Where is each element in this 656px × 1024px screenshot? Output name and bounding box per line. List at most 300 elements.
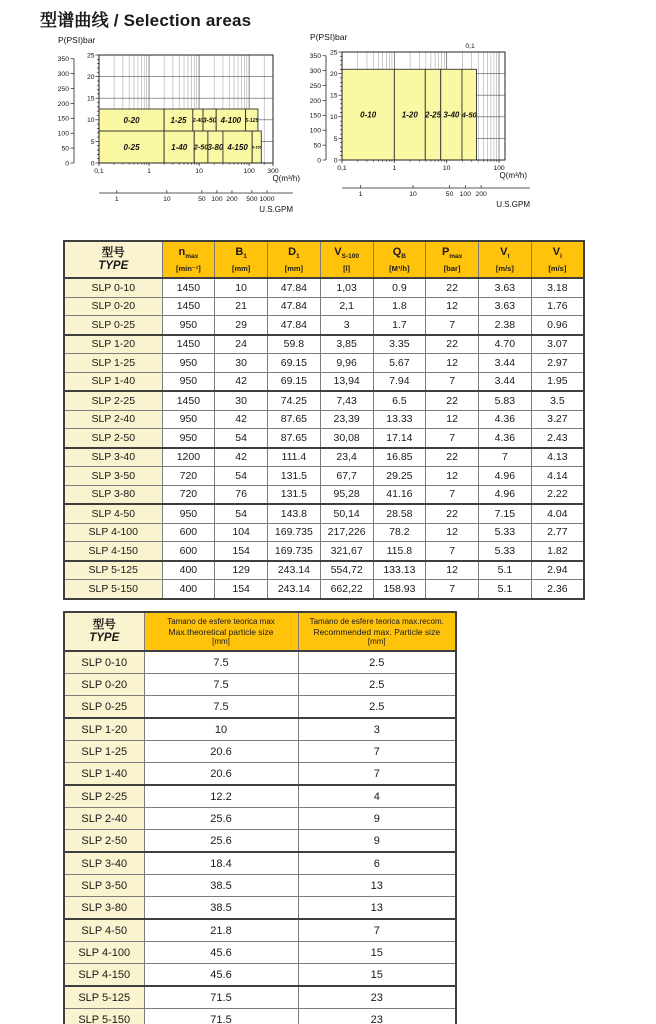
- cell: 243.14: [268, 561, 321, 580]
- cell: 1450: [162, 297, 215, 316]
- table-row: [64, 674, 456, 696]
- cell: 554,72: [320, 561, 373, 580]
- row-label: SLP 4-150: [64, 964, 144, 987]
- cell: 20.6: [144, 763, 298, 786]
- column-header: $V_{S-100}$ [l]: [320, 241, 373, 278]
- cell: 54: [215, 467, 268, 486]
- cell: 400: [162, 561, 215, 580]
- row-label: SLP 2-25: [64, 785, 144, 808]
- cell: 7.5: [144, 696, 298, 719]
- table-row: [64, 785, 456, 808]
- cell: 1200: [162, 448, 215, 467]
- cell: 217,226: [320, 523, 373, 542]
- table-row: [64, 485, 584, 504]
- table-row: [64, 852, 456, 875]
- cell: 111.4: [268, 448, 321, 467]
- annotation: 0,1: [465, 43, 475, 50]
- cell: 18.4: [144, 852, 298, 875]
- cell: 600: [162, 523, 215, 542]
- cell: 2.43: [531, 429, 584, 448]
- cell: 9: [298, 830, 456, 853]
- cell: 2.5: [298, 674, 456, 696]
- x-tick-label: 10: [442, 165, 451, 172]
- cell: 12: [426, 467, 479, 486]
- cell: 25.6: [144, 808, 298, 830]
- column-header: $V_t$ [m/s]: [479, 241, 532, 278]
- cell: 7: [298, 763, 456, 786]
- cell: 7.5: [144, 674, 298, 696]
- cell: 321,67: [320, 542, 373, 561]
- table-row: [64, 718, 456, 741]
- table-row: [64, 429, 584, 448]
- cell: 0.96: [531, 316, 584, 335]
- band-label: 2-25: [425, 110, 442, 120]
- band-label: 0-10: [360, 110, 377, 120]
- table-row: [64, 335, 584, 354]
- cell: 7: [426, 485, 479, 504]
- band-label: 4-100: [220, 115, 242, 125]
- cell: 25.6: [144, 830, 298, 853]
- table-row: [64, 763, 456, 786]
- column-header: $Q_B$ [M³/h]: [373, 241, 426, 278]
- gpm-axis-label: U.S.GPM: [259, 205, 293, 214]
- psi-tick-label: 0: [65, 160, 69, 168]
- cell: 1450: [162, 335, 215, 354]
- particle-size-table: [63, 611, 457, 1024]
- psi-tick-label: 350: [309, 53, 321, 61]
- cell: 74.25: [268, 391, 321, 410]
- table-row: [64, 410, 584, 429]
- bar-tick-label: 25: [329, 49, 338, 57]
- gpm-tick-label: 500: [246, 196, 258, 203]
- cell: 67,7: [320, 467, 373, 486]
- band-label: 0-20: [123, 115, 140, 125]
- gpm-tick-label: 100: [211, 196, 223, 203]
- cell: 10: [144, 718, 298, 741]
- cell: 17.14: [373, 429, 426, 448]
- cell: 3.07: [531, 335, 584, 354]
- row-label: SLP 0-20: [64, 297, 162, 316]
- x-tick-label: 10: [195, 168, 203, 175]
- bar-tick-label: 25: [86, 52, 95, 60]
- band-label: 5-150: [251, 145, 262, 150]
- table-row: [64, 1009, 456, 1024]
- band-label: 4-150: [227, 142, 248, 152]
- table-row: [64, 875, 456, 897]
- gpm-tick-label: 1: [358, 191, 363, 198]
- cell: 4.36: [479, 429, 532, 448]
- cell: 129: [215, 561, 268, 580]
- row-label: SLP 3-50: [64, 875, 144, 897]
- cell: 600: [162, 542, 215, 561]
- cell: 950: [162, 372, 215, 391]
- column-header: $D_1$ [mm]: [268, 241, 321, 278]
- cell: 7.94: [373, 372, 426, 391]
- row-label: SLP 0-20: [64, 674, 144, 696]
- cell: 1.82: [531, 542, 584, 561]
- column-header: Tamano de esfere teorica max.recom. Recommended max. Particle size [mm]: [298, 612, 456, 651]
- row-label: SLP 4-50: [64, 919, 144, 942]
- cell: 243.14: [268, 580, 321, 599]
- cell: 950: [162, 504, 215, 523]
- x-axis-label: Q(m³/h): [499, 171, 527, 180]
- gpm-tick-label: 1000: [259, 196, 275, 203]
- cell: 7: [298, 919, 456, 942]
- header-row: [64, 612, 456, 651]
- row-label: SLP 1-25: [64, 741, 144, 763]
- cell: 7: [426, 372, 479, 391]
- cell: 3.35: [373, 335, 426, 354]
- cell: 154: [215, 580, 268, 599]
- cell: 1450: [162, 391, 215, 410]
- cell: 4.36: [479, 410, 532, 429]
- gpm-tick-label: 100: [459, 191, 472, 198]
- band-label: 3-50: [202, 117, 217, 125]
- table-row: [64, 741, 456, 763]
- gpm-tick-label: 200: [226, 196, 238, 203]
- selection-chart-left: [48, 28, 308, 220]
- cell: 87.65: [268, 429, 321, 448]
- cell: 3.27: [531, 410, 584, 429]
- cell: 22: [426, 278, 479, 297]
- table-row: [64, 580, 584, 599]
- cell: 59.8: [268, 335, 321, 354]
- cell: 131.5: [268, 485, 321, 504]
- row-label: SLP 2-50: [64, 429, 162, 448]
- cell: 662,22: [320, 580, 373, 599]
- cell: 133.13: [373, 561, 426, 580]
- cell: 0.9: [373, 278, 426, 297]
- cell: 720: [162, 485, 215, 504]
- cell: 1.7: [373, 316, 426, 335]
- psi-tick-label: 50: [61, 145, 69, 153]
- cell: 30: [215, 391, 268, 410]
- cell: 15: [298, 942, 456, 964]
- band-label: 0-25: [123, 142, 140, 152]
- psi-tick-label: 250: [309, 82, 321, 90]
- cell: 4.14: [531, 467, 584, 486]
- cell: 950: [162, 316, 215, 335]
- cell: 400: [162, 580, 215, 599]
- cell: 9,96: [320, 354, 373, 373]
- x-tick-label: 300: [267, 168, 279, 175]
- cell: 29: [215, 316, 268, 335]
- table-row: [64, 354, 584, 373]
- cell: 78.2: [373, 523, 426, 542]
- psi-tick-label: 100: [57, 130, 69, 138]
- cell: 12.2: [144, 785, 298, 808]
- cell: 3.63: [479, 278, 532, 297]
- cell: 5.1: [479, 580, 532, 599]
- psi-tick-label: 350: [57, 56, 69, 64]
- cell: 1,03: [320, 278, 373, 297]
- band-label: 1-40: [171, 142, 188, 152]
- y-axis-label: P(PSI)bar: [58, 35, 96, 45]
- cell: 47.84: [268, 316, 321, 335]
- bar-tick-label: 0: [90, 160, 95, 168]
- band-label: 1-20: [401, 110, 418, 120]
- cell: 7,43: [320, 391, 373, 410]
- cell: 154: [215, 542, 268, 561]
- x-tick-label: 100: [493, 165, 505, 172]
- row-label: SLP 5-125: [64, 561, 162, 580]
- cell: 15: [298, 964, 456, 987]
- cell: 4.13: [531, 448, 584, 467]
- cell: 50,14: [320, 504, 373, 523]
- cell: 38.5: [144, 875, 298, 897]
- bar-tick-label: 0: [333, 157, 338, 165]
- cell: 2.36: [531, 580, 584, 599]
- cell: 5.33: [479, 523, 532, 542]
- table-row: [64, 372, 584, 391]
- cell: 131.5: [268, 467, 321, 486]
- table-row: [64, 651, 456, 674]
- row-label: SLP 3-80: [64, 485, 162, 504]
- cell: 7: [426, 316, 479, 335]
- gpm-axis-label: U.S.GPM: [496, 200, 530, 209]
- cell: 115.8: [373, 542, 426, 561]
- row-label: SLP 4-50: [64, 504, 162, 523]
- table-row: [64, 696, 456, 719]
- cell: 95,28: [320, 485, 373, 504]
- cell: 2.94: [531, 561, 584, 580]
- cell: 1450: [162, 278, 215, 297]
- row-label: SLP 2-25: [64, 391, 162, 410]
- cell: 12: [426, 523, 479, 542]
- cell: 12: [426, 297, 479, 316]
- cell: 87.65: [268, 410, 321, 429]
- cell: 29.25: [373, 467, 426, 486]
- cell: 2,1: [320, 297, 373, 316]
- band-label: 5-125: [245, 117, 259, 124]
- table-row: [64, 542, 584, 561]
- type-column-header: 型号 TYPE: [64, 612, 144, 651]
- cell: 4.70: [479, 335, 532, 354]
- table-row: [64, 316, 584, 335]
- cell: 3.63: [479, 297, 532, 316]
- cell: 3.44: [479, 354, 532, 373]
- bar-tick-label: 10: [329, 114, 338, 122]
- row-label: SLP 4-150: [64, 542, 162, 561]
- cell: 12: [426, 561, 479, 580]
- table-row: [64, 467, 584, 486]
- cell: 6.5: [373, 391, 426, 410]
- bar-tick-label: 5: [333, 135, 338, 143]
- cell: 720: [162, 467, 215, 486]
- psi-tick-label: 300: [309, 68, 321, 76]
- cell: 23: [298, 986, 456, 1009]
- cell: 23,39: [320, 410, 373, 429]
- cell: 3.18: [531, 278, 584, 297]
- row-label: SLP 0-10: [64, 278, 162, 297]
- row-label: SLP 0-10: [64, 651, 144, 674]
- cell: 5.67: [373, 354, 426, 373]
- cell: 950: [162, 429, 215, 448]
- cell: 41.16: [373, 485, 426, 504]
- row-label: SLP 1-25: [64, 354, 162, 373]
- cell: 12: [426, 354, 479, 373]
- cell: 9: [298, 808, 456, 830]
- psi-tick-label: 200: [57, 100, 69, 108]
- column-header: Tamano de esfere teorica max Max.theoretical particle size [mm]: [144, 612, 298, 651]
- psi-tick-label: 0: [317, 157, 321, 165]
- cell: 30,08: [320, 429, 373, 448]
- bar-tick-label: 5: [90, 138, 95, 146]
- table-row: [64, 964, 456, 987]
- row-label: SLP 0-25: [64, 316, 162, 335]
- cell: 6: [298, 852, 456, 875]
- cell: 7: [479, 448, 532, 467]
- cell: 69.15: [268, 354, 321, 373]
- cell: 5.33: [479, 542, 532, 561]
- psi-tick-label: 150: [57, 115, 69, 123]
- cell: 169.735: [268, 542, 321, 561]
- selection-chart-right: [305, 28, 553, 220]
- cell: 1.95: [531, 372, 584, 391]
- row-label: SLP 3-80: [64, 897, 144, 920]
- cell: 21.8: [144, 919, 298, 942]
- x-tick-label: 1: [147, 168, 151, 175]
- row-label: SLP 5-150: [64, 1009, 144, 1024]
- row-label: SLP 5-125: [64, 986, 144, 1009]
- row-label: SLP 0-25: [64, 696, 144, 719]
- column-header: $P_{max}$ [bar]: [426, 241, 479, 278]
- header-row: [64, 241, 584, 278]
- gpm-tick-label: 10: [163, 196, 171, 203]
- band-label: 3-80: [207, 142, 224, 152]
- cell: 3: [298, 718, 456, 741]
- row-label: SLP 2-40: [64, 410, 162, 429]
- cell: 22: [426, 504, 479, 523]
- column-header: $B_1$ [mm]: [215, 241, 268, 278]
- cell: 3,85: [320, 335, 373, 354]
- table-row: [64, 942, 456, 964]
- page-title: 型谱曲线 / Selection areas: [40, 11, 252, 30]
- band-label: 2-40: [192, 117, 204, 124]
- cell: 2.22: [531, 485, 584, 504]
- table-row: [64, 297, 584, 316]
- cell: 7: [426, 542, 479, 561]
- cell: 10: [215, 278, 268, 297]
- gpm-tick-label: 50: [198, 196, 206, 203]
- row-label: SLP 5-150: [64, 580, 162, 599]
- cell: 4.04: [531, 504, 584, 523]
- column-header: $n_{max}$ [min⁻¹]: [162, 241, 215, 278]
- cell: 45.6: [144, 964, 298, 987]
- psi-tick-label: 200: [309, 97, 321, 105]
- psi-tick-label: 150: [309, 112, 321, 120]
- table-row: [64, 830, 456, 853]
- cell: 7.5: [144, 651, 298, 674]
- band-label: 3-40: [443, 110, 460, 120]
- cell: 71.5: [144, 986, 298, 1009]
- gpm-tick-label: 1: [114, 196, 119, 203]
- band-label: 2-50: [193, 143, 209, 152]
- table-row: [64, 561, 584, 580]
- row-label: SLP 3-40: [64, 852, 144, 875]
- cell: 13: [298, 897, 456, 920]
- cell: 7: [426, 429, 479, 448]
- row-label: SLP 1-20: [64, 718, 144, 741]
- cell: 2.38: [479, 316, 532, 335]
- cell: 16.85: [373, 448, 426, 467]
- cell: 47.84: [268, 278, 321, 297]
- cell: 71.5: [144, 1009, 298, 1024]
- cell: 42: [215, 372, 268, 391]
- table-row: [64, 504, 584, 523]
- table-row: [64, 808, 456, 830]
- table-row: [64, 897, 456, 920]
- bar-tick-label: 20: [329, 71, 338, 78]
- gpm-tick-label: 10: [409, 191, 417, 198]
- cell: 7: [298, 741, 456, 763]
- row-label: SLP 2-50: [64, 830, 144, 853]
- row-label: SLP 4-100: [64, 523, 162, 542]
- y-axis-label: P(PSI)bar: [310, 32, 348, 42]
- cell: 2.97: [531, 354, 584, 373]
- band-label: 1-25: [170, 115, 187, 125]
- cell: 2.5: [298, 651, 456, 674]
- cell: 3.5: [531, 391, 584, 410]
- bar-tick-label: 15: [86, 95, 95, 103]
- cell: 7.15: [479, 504, 532, 523]
- table-row: [64, 986, 456, 1009]
- x-tick-label: 0,1: [337, 165, 347, 172]
- cell: 42: [215, 410, 268, 429]
- cell: 20.6: [144, 741, 298, 763]
- psi-tick-label: 300: [57, 71, 69, 79]
- cell: 4.96: [479, 485, 532, 504]
- psi-tick-label: 100: [309, 127, 321, 135]
- cell: 143.8: [268, 504, 321, 523]
- cell: 24: [215, 335, 268, 354]
- cell: 21: [215, 297, 268, 316]
- cell: 4.96: [479, 467, 532, 486]
- bar-tick-label: 20: [86, 74, 95, 81]
- cell: 38.5: [144, 897, 298, 920]
- row-label: SLP 3-50: [64, 467, 162, 486]
- cell: 1.8: [373, 297, 426, 316]
- cell: 54: [215, 429, 268, 448]
- cell: 22: [426, 448, 479, 467]
- cell: 950: [162, 410, 215, 429]
- cell: 3.44: [479, 372, 532, 391]
- row-label: SLP 1-20: [64, 335, 162, 354]
- x-axis-label: Q(m³/h): [272, 174, 300, 183]
- cell: 5.1: [479, 561, 532, 580]
- row-label: SLP 1-40: [64, 763, 144, 786]
- row-label: SLP 3-40: [64, 448, 162, 467]
- cell: 950: [162, 354, 215, 373]
- cell: 12: [426, 410, 479, 429]
- gpm-tick-label: 200: [475, 191, 487, 198]
- cell: 76: [215, 485, 268, 504]
- row-label: SLP 1-40: [64, 372, 162, 391]
- cell: 22: [426, 335, 479, 354]
- x-tick-label: 1: [392, 165, 397, 172]
- cell: 30: [215, 354, 268, 373]
- cell: 22: [426, 391, 479, 410]
- cell: 7: [426, 580, 479, 599]
- psi-tick-label: 250: [57, 85, 69, 93]
- band-label: 4-50: [461, 110, 477, 120]
- cell: 54: [215, 504, 268, 523]
- cell: 13,94: [320, 372, 373, 391]
- table-row: [64, 919, 456, 942]
- cell: 5.83: [479, 391, 532, 410]
- cell: 2.5: [298, 696, 456, 719]
- cell: 13.33: [373, 410, 426, 429]
